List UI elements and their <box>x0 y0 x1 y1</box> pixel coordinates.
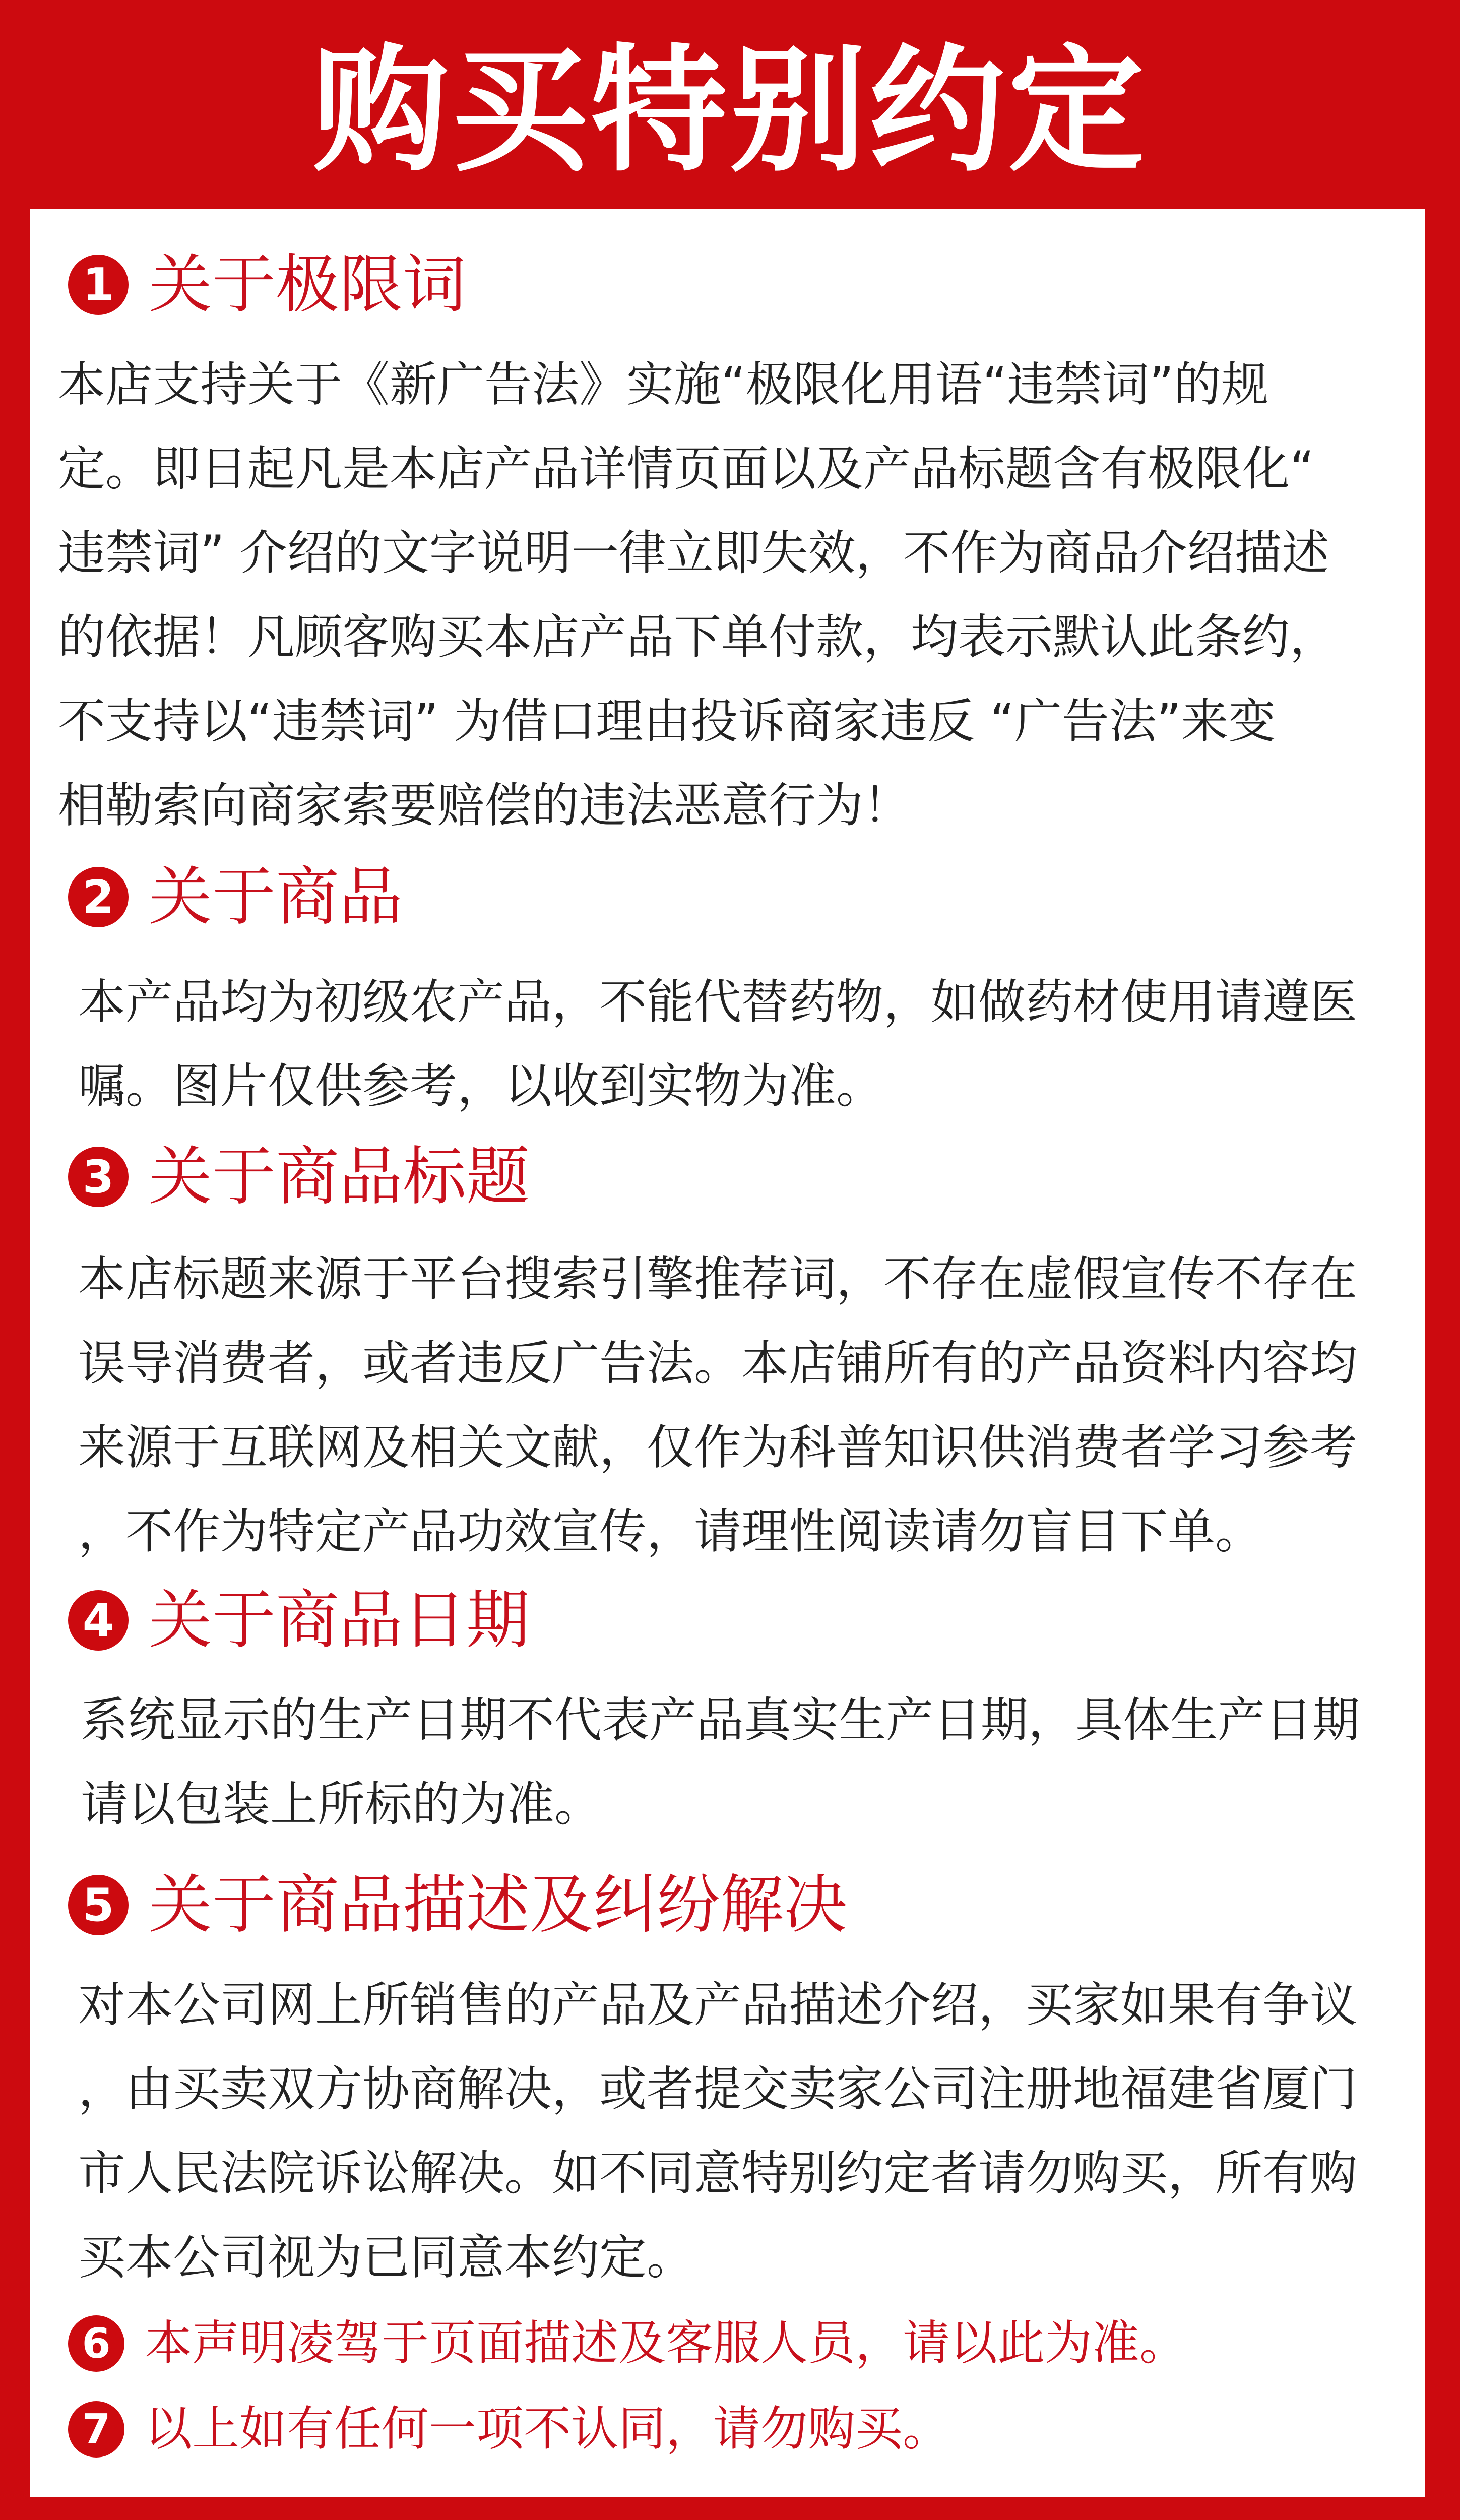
section-4-line: 请以包装上所标的为准。 <box>81 1777 602 1832</box>
section-2-heading <box>68 859 403 935</box>
note-6-text: 本声明凌驾于页面描述及客服人员，请以此为准。 <box>145 2316 1187 2371</box>
number-badge-7: 7 <box>68 2401 124 2458</box>
section-5-line: 对本公司网上所销售的产品及产品描述介绍，买家如果有争议 <box>78 1978 1358 2033</box>
section-2-body <box>78 960 1357 1128</box>
section-3-line: 来源于互联网及相关文献，仅作为科普知识供消费者学习参考 <box>78 1420 1358 1475</box>
section-1-line: 相勒索向商家索要赔偿的违法恶意行为！ <box>58 778 911 833</box>
section-4-title: 关于商品日期 <box>149 1583 530 1657</box>
section-1-line: 违禁词” 介绍的文字说明一律立即失效，不作为商品介绍描述 <box>58 526 1329 581</box>
section-3-heading <box>68 1139 530 1215</box>
section-4-heading <box>68 1583 530 1658</box>
section-3-title: 关于商品标题 <box>149 1140 530 1214</box>
section-1-line: 本店支持关于《新广告法》实施“极限化用语“违禁词”的规 <box>58 357 1269 412</box>
section-5-line: ，由买卖双方协商解决，或者提交卖家公司注册地福建省厦门 <box>78 2062 1358 2117</box>
section-5-line: 买本公司视为已同意本约定。 <box>78 2230 694 2285</box>
number-badge-2: 2 <box>68 867 129 927</box>
section-1-title: 关于极限词 <box>149 247 466 322</box>
number-badge-3: 3 <box>68 1147 129 1207</box>
section-3-body <box>78 1237 1357 1574</box>
section-1-heading <box>68 247 466 323</box>
section-2-line: 本产品均为初级农产品，不能代替药物，如做药材使用请遵医 <box>78 975 1358 1030</box>
section-2-title: 关于商品 <box>149 860 403 934</box>
section-1-line: 不支持以“违禁词” 为借口理由投诉商家违反 “广告法”来变 <box>58 694 1276 749</box>
note-7-text: 以上如有任何一项不认同，请勿购买。 <box>145 2402 950 2456</box>
number-badge-4: 4 <box>68 1590 129 1651</box>
content-panel <box>30 209 1425 2497</box>
section-1-body <box>58 343 1337 848</box>
section-4-body <box>81 1678 1360 1847</box>
section-1-line: 定。即日起凡是本店产品详情页面以及产品标题含有极限化“ <box>58 442 1314 496</box>
section-5-title: 关于商品描述及纠纷解决 <box>149 1868 847 1942</box>
number-badge-6: 6 <box>68 2315 124 2372</box>
number-badge-5: 5 <box>68 1875 129 1935</box>
section-3-line: 误导消费者，或者违反广告法。本店铺所有的产品资料内容均 <box>78 1336 1358 1391</box>
note-6 <box>68 2313 1187 2374</box>
section-3-line: ，不作为特定产品功效宣传，请理性阅读请勿盲目下单。 <box>78 1504 1263 1559</box>
section-4-line: 系统显示的生产日期不代表产品真实生产日期，具体生产日期 <box>81 1693 1360 1748</box>
section-5-heading <box>68 1867 847 1943</box>
number-badge-1: 1 <box>68 255 129 315</box>
section-2-line: 嘱。图片仅供参考，以收到实物为准。 <box>78 1059 884 1114</box>
section-1-line: 的依据！凡顾客购买本店产品下单付款，均表示默认此条约， <box>58 610 1338 665</box>
section-5-line: 市人民法院诉讼解决。如不同意特别约定者请勿购买，所有购 <box>78 2146 1358 2201</box>
note-7 <box>68 2399 950 2460</box>
section-5-body <box>78 1963 1357 2300</box>
section-3-line: 本店标题来源于平台搜索引擎推荐词，不存在虚假宣传不存在 <box>78 1252 1358 1307</box>
page-title: 购买特别约定 <box>312 31 1148 190</box>
